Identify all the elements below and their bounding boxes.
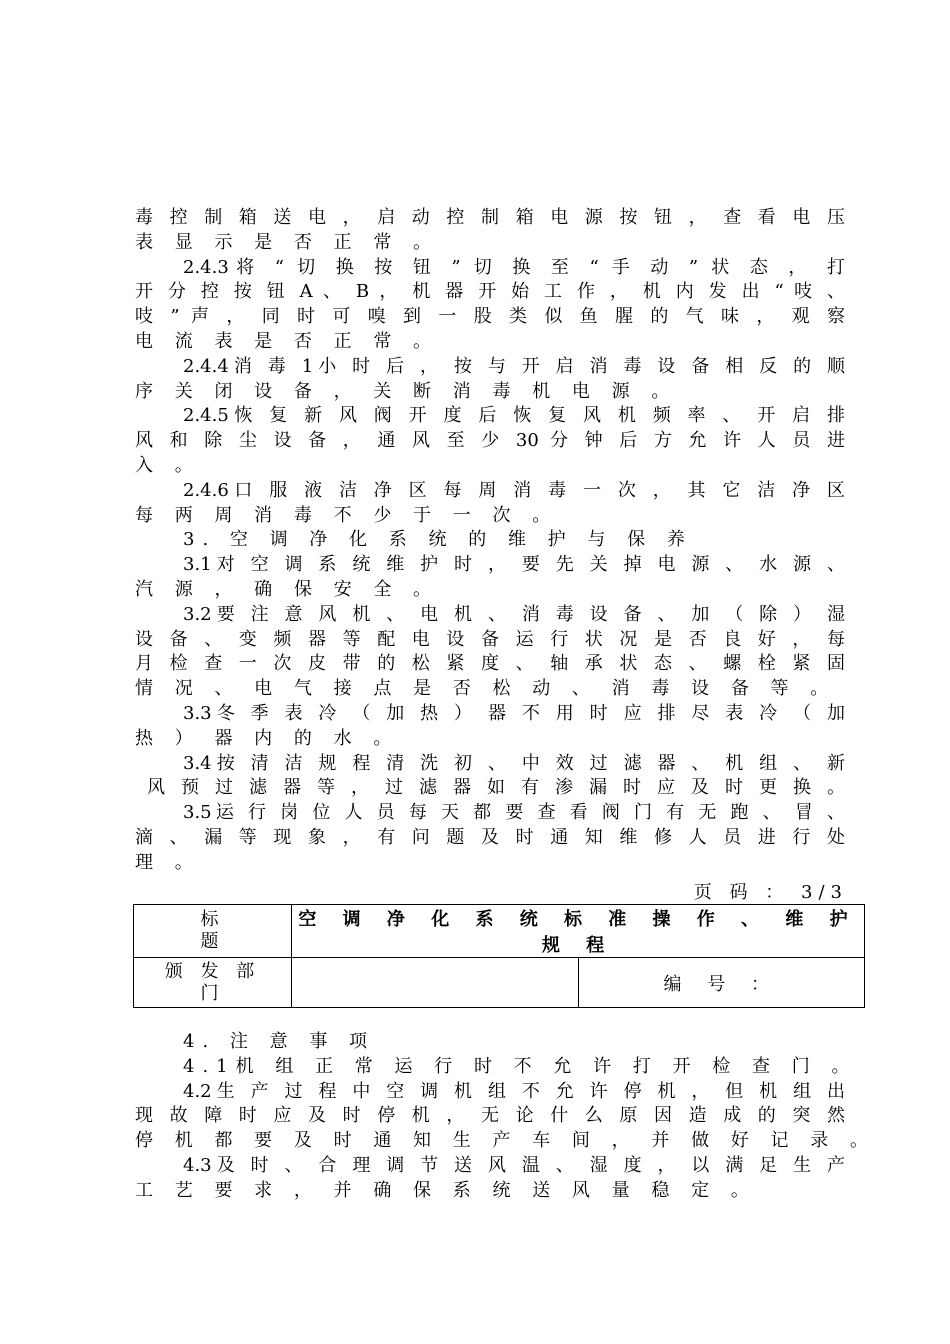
text-line: 2.4.6口 服 液 洁 净 区 每 周 消 毒 一 次 ， 其 它 洁 净 区 bbox=[183, 479, 845, 501]
text-line: 2.4.3将 “ 切 换 按 钮 ” 切 换 至 “ 手 动 ” 状 态 ， 打 bbox=[183, 256, 845, 278]
dept-label: 颁 发 部门 bbox=[164, 960, 261, 1004]
title-value-cell bbox=[292, 905, 865, 958]
text-line: 滴 、 漏 等 现 象 ， 有 问 题 及 时 通 知 维 修 人 员 进 行 处 bbox=[135, 826, 845, 848]
body-text-bottom bbox=[135, 1030, 876, 1204]
text-line: 风 和 除 尘 设 备 ， 通 风 至 少 30 分 钟 后 方 允 许 人 员 进 bbox=[135, 430, 845, 452]
text-line: 情 况 、 电 气 接 点 是 否 松 动 、 消 毒 设 备 等 。 bbox=[135, 678, 837, 700]
text-line: 4.1机 组 正 常 运 行 时 不 允 许 打 开 检 查 门 。 bbox=[183, 1055, 858, 1077]
text-line: 3.5运 行 岗 位 人 员 每 天 都 要 查 看 阀 门 有 无 跑 、 冒 、 bbox=[183, 802, 845, 824]
text-line: 3.3冬 季 表 冷 （ 加 热 ） 器 不 用 时 应 排 尽 表 冷 （ 加 bbox=[183, 702, 845, 724]
text-line: 每 两 周 消 毒 不 少 于 一 次 。 bbox=[135, 504, 559, 526]
text-line: 2.4.4消 毒 1小 时 后 ， 按 与 开 启 消 毒 设 备 相 反 的 顺 bbox=[183, 355, 845, 377]
dept-value-cell bbox=[292, 958, 579, 1008]
text-line: 理 。 bbox=[135, 851, 201, 873]
title-label: 标题 bbox=[200, 909, 225, 952]
title-label-cell bbox=[134, 905, 292, 958]
text-line: 表 显 示 是 否 正 常 。 bbox=[135, 231, 440, 253]
text-line: 开 分 控 按 钮 A 、 B ， 机 器 开 始 工 作 ， 机 内 发 出 “ 吱 、 bbox=[135, 281, 845, 303]
section-heading: 4. 注 意 事 项 bbox=[183, 1031, 376, 1052]
text-line: 4.3及 时 、 合 理 调 节 送 风 温 、 湿 度 ， 以 满 足 生 产 bbox=[183, 1154, 845, 1176]
dept-label-cell bbox=[134, 958, 292, 1008]
number-cell bbox=[578, 958, 865, 1008]
text-line: 吱 ” 声 ， 同 时 可 嗅 到 一 股 类 似 鱼 腥 的 气 味 ， 观 察 bbox=[135, 306, 845, 328]
text-line: 月 检 查 一 次 皮 带 的 松 紧 度 、 轴 承 状 态 、 螺 栓 紧 固 bbox=[135, 653, 845, 675]
text-line: 风 预 过 滤 器 等 ， 过 滤 器 如 有 渗 漏 时 应 及 时 更 换 。 bbox=[147, 777, 845, 799]
text-line: 2.4.5恢 复 新 风 阀 开 度 后 恢 复 风 机 频 率 、 开 启 排 bbox=[183, 405, 845, 427]
number-label: 编 号 ： bbox=[663, 973, 779, 995]
text-line: 3.1对 空 调 系 统 维 护 时 ， 要 先 关 掉 电 源 、 水 源 、 bbox=[183, 554, 845, 576]
body-text-top bbox=[135, 206, 845, 876]
text-line: 入 。 bbox=[135, 454, 201, 476]
text-line: 汽 源 ， 确 保 安 全 。 bbox=[135, 578, 440, 600]
text-line: 序 关 闭 设 备 ， 关 断 消 毒 机 电 源 。 bbox=[135, 380, 678, 402]
section-heading: 3. 空 调 净 化 系 统 的 维 护 与 保 养 bbox=[183, 529, 693, 551]
page-number: 页 码 ： 3/3 bbox=[693, 882, 848, 903]
text-line: 3.4按 清 洁 规 程 清 洗 初 、 中 效 过 滤 器 、 机 组 、 新 bbox=[183, 752, 845, 774]
text-line: 毒 控 制 箱 送 电 ， 启 动 控 制 箱 电 源 按 钮 ， 查 看 电 压 bbox=[135, 207, 845, 228]
text-line: 电 流 表 是 否 正 常 。 bbox=[135, 330, 440, 352]
text-line: 3.2要 注 意 风 机 、 电 机 、 消 毒 设 备 、 加 （ 除 ） 湿 bbox=[183, 603, 845, 625]
text-line: 现 故 障 时 应 及 时 停 机 ， 无 论 什 么 原 因 造 成 的 突 然 bbox=[135, 1105, 845, 1127]
text-line: 停 机 都 要 及 时 通 知 生 产 车 间 ， 并 做 好 记 录 。 bbox=[135, 1130, 876, 1152]
text-line: 4.2生 产 过 程 中 空 调 机 组 不 允 许 停 机 ， 但 机 组 出 bbox=[183, 1080, 845, 1102]
text-line: 热 ） 器 内 的 水 。 bbox=[135, 727, 400, 749]
text-line: 设 备 、 变 频 器 等 配 电 设 备 运 行 状 况 是 否 良 好 ， 每 bbox=[135, 628, 845, 650]
document-title: 空 调 净 化 系 统 标 准 操 作 、 维 护 规 程 bbox=[298, 909, 858, 956]
document-header-table bbox=[133, 904, 865, 1008]
text-line: 工 艺 要 求 ， 并 确 保 系 统 送 风 量 稳 定 。 bbox=[135, 1179, 757, 1201]
